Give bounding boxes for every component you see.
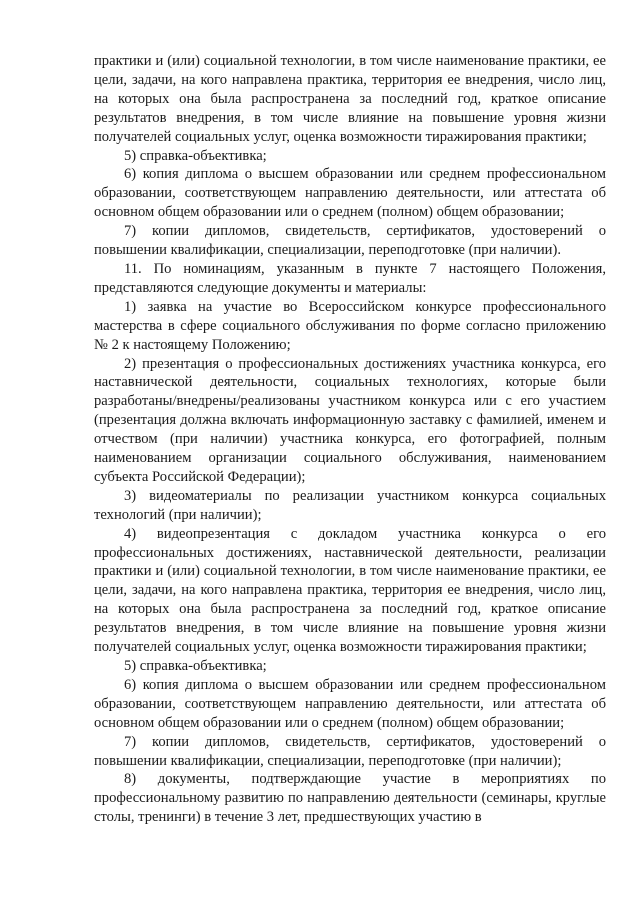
list-item-4: 4) видеопрезентация с докладом участника конкурса о его профессиональных достижениях, наставнической деятельности, реализации практики и (или) социальной технологии, в том числе наименование практики, ее цели, задачи, на кого направлена практика, территория ее внедрения, число лиц, на которых она была распространена за последний год, краткое описание результатов внедрения, в том числе влияние на повышение уровня жизни получателей социальных услуг, оценка возможности тиражирования практики; [94,525,606,656]
list-item-5b: 5) справка-объективка; [124,658,267,674]
section-11-intro: 11. По номинациям, указанным в пункте 7 настоящего Положения, представляются следующие документы и материалы: [94,260,606,296]
list-item-5: 5) справка-объективка; [124,147,267,164]
list-item-8: 8) документы, подтверждающие участие в мероприятиях по профессиональному развитию по направлению деятельности (семинары, круглые столы, тренинги) в течение 3 лет, предшествующих участию в [94,771,606,826]
list-item-7b: 7) копии дипломов, свидетельств, сертификатов, удостоверений о повышении квалификации, специализации, переподготовке (при наличии); [94,733,606,769]
list-item-2: 2) презентация о профессиональных достижениях участника конкурса, его наставнической деятельности, социальных технологиях, которые были разработаны/внедрены/реализованы участником конкурса или с его участием (презентация должна включать информационную заставку с фамилией, именем и отчеством (при наличии) участника конкурса, его фотографией, полным наименованием организации социального обслуживания, наименованием субъекта Российской Федерации); [94,355,606,485]
document-body [94,52,606,827]
paragraph-continuation: практики и (или) социальной технологии, в том числе наименование практики, ее цели, задачи, на кого направлена практика, территория ее внедрения, число лиц, на которых она была распространена за последний год, краткое описание результатов внедрения, в том числе влияние на повышение уровня жизни получателей социальных услуг, оценка возможности тиражирования практики; [94,53,606,145]
list-item-7: 7) копии дипломов, свидетельств, сертификатов, удостоверений о повышении квалификации, специализации, переподготовке (при наличии). [94,223,606,259]
list-item-1: 1) заявка на участие во Всероссийском конкурсе профессионального мастерства в сфере социального обслуживания по форме согласно приложению № 2 к настоящему Положению; [94,298,606,353]
list-item-3: 3) видеоматериалы по реализации участником конкурса социальных технологий (при наличии); [94,487,606,523]
list-item-6: 6) копия диплома о высшем образовании или среднем профессиональном образовании, соответствующем направлению деятельности, или аттестата об основном общем образовании или о среднем (полном) общем образовании; [94,166,606,221]
list-item-6b: 6) копия диплома о высшем образовании или среднем профессиональном образовании, соответствующем направлению деятельности, или аттестата об основном общем образовании или о среднем (полном) общем образовании; [94,676,606,731]
